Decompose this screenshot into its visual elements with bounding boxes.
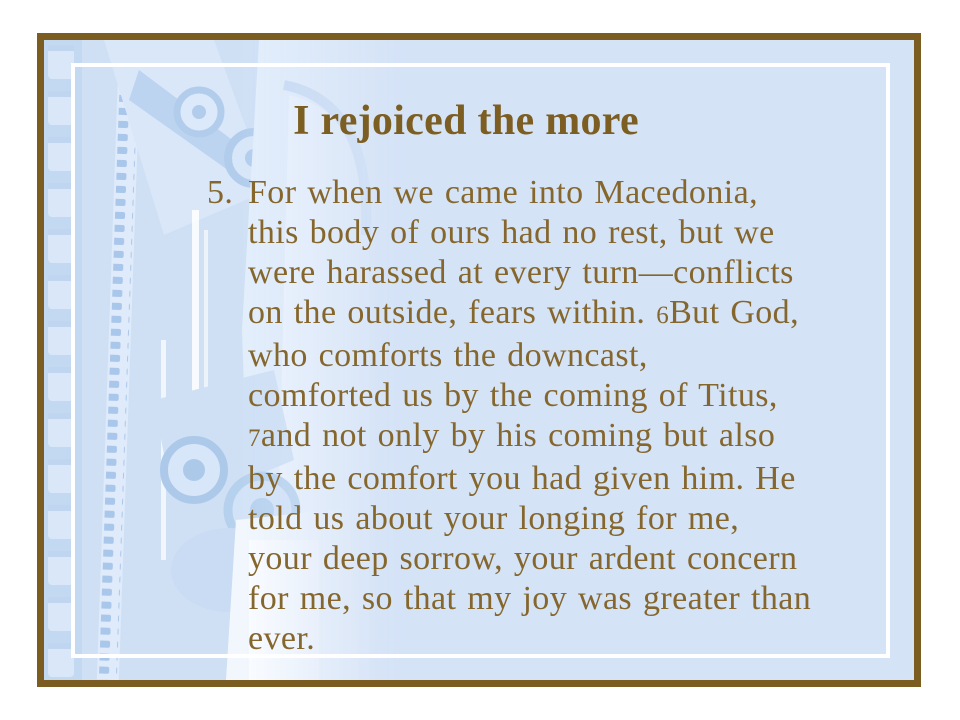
- verse-line: [248, 416, 908, 459]
- verse-line: [248, 213, 908, 253]
- verse-text-segment: your deep sorrow, your ardent concern: [248, 540, 798, 577]
- verse-ref-number: 6: [656, 302, 670, 329]
- verse-line: [248, 459, 908, 499]
- verse-line: [248, 499, 908, 539]
- verse-text-segment: and not only by his coming but also: [260, 417, 776, 454]
- slide-title: I rejoiced the more: [293, 98, 639, 144]
- verse-text-segment: were harassed at every turn—conflicts: [248, 254, 794, 291]
- verse-text-segment: ever.: [248, 620, 316, 657]
- verse-text-segment: for me, so that my joy was greater than: [248, 580, 812, 617]
- verse-text-segment: comforted us by the coming of Titus,: [248, 377, 778, 414]
- verse-line: [248, 539, 908, 579]
- verse-number: 5.: [207, 174, 234, 211]
- verse-line: [248, 336, 908, 376]
- verse-text-segment: For when we came into Macedonia,: [248, 174, 758, 211]
- verse-lines: [248, 173, 908, 659]
- verse-line: [248, 253, 908, 293]
- verse-ref-number: 7: [248, 425, 261, 452]
- verse-line: [248, 293, 908, 336]
- verse-text-segment: on the outside, fears within.: [248, 294, 657, 331]
- verse-line: [248, 579, 908, 619]
- verse-text-segment: this body of ours had no rest, but we: [248, 214, 775, 251]
- verse-text-segment: who comforts the downcast,: [248, 337, 648, 374]
- verse-line: [248, 376, 908, 416]
- slide-frame: [37, 33, 921, 687]
- verse-text-segment: But God,: [669, 294, 799, 331]
- verse-block: [207, 173, 908, 659]
- verse-line: [248, 619, 908, 659]
- verse-line: [248, 173, 908, 213]
- verse-text-segment: by the comfort you had given him. He: [248, 460, 796, 497]
- verse-text-segment: told us about your longing for me,: [248, 500, 740, 537]
- slide-body: [44, 40, 914, 680]
